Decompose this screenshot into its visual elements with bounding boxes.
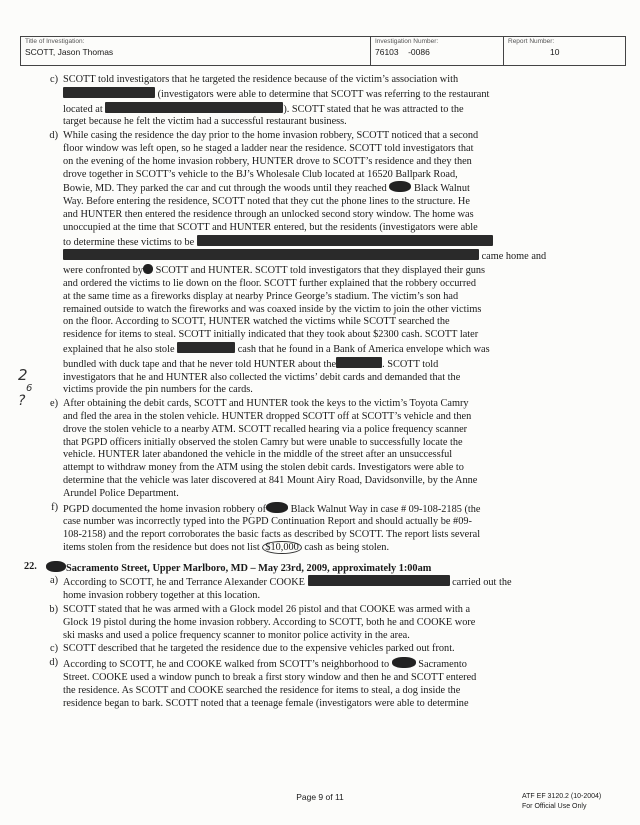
redaction (63, 87, 155, 98)
paragraph-e: e) After obtaining the debit cards, SCOTT and HUNTER took the keys to the victim’s Toyota Camry and fled the area in the stolen vehicle. HUNTER dropped SCOTT off at SCOTT’s vehicle and then drove the stolen vehicle to a nearby ATM. SCOTT recalled hearing via a police frequency scanner that PGPD officers initially observed the stolen Camry but were unable to successfully locate the vehicle. HUNTER later abandoned the vehicle in the middle of the street after an unsuccessful attempt to withdraw money from the ATM using the stolen debit cards. Investigators were able to determine that the vehicle was later discovered at 841 Mount Airy Road, Davidsonville, by the Anne Arundel Police Department. (50, 398, 478, 499)
redaction (143, 264, 153, 274)
header-table (20, 36, 626, 66)
redaction (46, 561, 66, 572)
handwritten-mark: ? (18, 393, 26, 409)
section-22-heading: 22. Sacramento Street, Upper Marlboro, MD – May 23rd, 2009, approximately 1:00am (24, 560, 432, 574)
title-value: SCOTT, Jason Thomas (25, 47, 114, 57)
redaction (392, 657, 416, 668)
handwritten-mark: 6 (26, 383, 33, 394)
circled-amount: $10,000 (262, 541, 301, 554)
redaction (197, 235, 493, 246)
redaction (177, 342, 235, 353)
investigation-number-value: 76103 -0086 (375, 47, 430, 57)
paragraph-22a: a) According to SCOTT, he and Terrance Alexander COOKE carried out the home invasion robbery together at this location. (50, 575, 512, 602)
redaction (266, 502, 288, 513)
paragraph-d: d) While casing the residence the day prior to the home invasion robbery, SCOTT noticed that a second floor window was left open, so he staged a ladder near the residence. SCOTT told investigators that on the evening of the home invasion robbery, HUNTER drove to SCOTT’s residence and they then drove together in SCOTT’s vehicle to the BJ’s Wholesale Club located at 16520 Ballpark Road, Bowie, MD. They parked the car and cut through the woods until they reached Black Walnut Way. Before entering the residence, SCOTT noted that they cut the phone lines to the structure. He and HUNTER then entered the residence through an unlocked second story window. The home was unoccupied at the time that SCOTT and HUNTER entered, but the residents (investigators were able to determine these victims to be came home and were confronted by SCOTT and HUNTER. SCOTT told investigators that they displayed their guns and ordered the victims to lie down on the floor. SCOTT further explained that the robbery occurred at the same time as a fireworks display at nearby Prince George’s stadium. The victim’s son had remained outside to watch the fireworks and was coaxed inside by the victim to join the other victims on the floor. According to SCOTT, HUNTER watched the victims while SCOTT searched the residence for items to steal. SCOTT initially indicated that they took about $2300 cash. SCOTT later explained that he also stole cash that he found in a Bank of America envelope which was bundled with duck tape and that he never told HUNTER about the . SCOTT told investigators that he and HUNTER also collected the victims’ debit cards and demanded that the victims provide the pin numbers for the cards. (49, 130, 547, 396)
paragraph-f: f) PGPD documented the home invasion robbery of Black Walnut Way in case # 09-108-2185 (the case number was incorrectly typed into the PGPD Continuation Report and should actually be #09- 108-2158) and the report corroborates the basic facts as described by SCOTT. The report lists several items stolen from the residence but does not list $10,000 cash as being stolen. (51, 501, 481, 553)
title-label: Title of Investigation: (25, 38, 85, 45)
report-number-value: 10 (550, 47, 560, 57)
redaction (308, 575, 450, 586)
paragraph-22d: d) According to SCOTT, he and COOKE walked from SCOTT’s neighborhood to Sacramento Street. COOKE used a window punch to break a first story window and then he and SCOTT entered the residence. As SCOTT and COOKE searched the residence for items to steal, a dog inside the residence began to bark. SCOTT noted that a teenage female (investigators were able to determine (49, 657, 477, 709)
investigation-number-cell (371, 37, 504, 65)
title-cell (21, 37, 371, 65)
handwritten-mark: 2 (18, 366, 28, 384)
redaction (63, 249, 479, 260)
report-body (24, 74, 619, 711)
redaction (389, 181, 411, 192)
redaction (105, 102, 283, 113)
redaction (336, 357, 382, 368)
report-number-label: Report Number: (508, 38, 555, 45)
report-number-cell (504, 37, 625, 65)
paragraph-22c: c) SCOTT described that he targeted the residence due to the expensive vehicles parked out front. (50, 643, 455, 655)
investigation-number-label: Investigation Number: (375, 38, 439, 45)
paragraph-22b: b) SCOTT stated that he was armed with a Glock model 26 pistol and that COOKE was armed with a Glock 19 pistol during the home invasion robbery. According to SCOTT, both he and COOKE wore ski masks and used a police frequency scanner to monitor police activity in the area. (49, 604, 476, 641)
section-22-title: Sacramento Street, Upper Marlboro, MD – May 23rd, 2009, approximately 1:00am (66, 562, 432, 574)
paragraph-c: c) SCOTT told investigators that he targeted the residence because of the victim’s association with (investigators were able to determine that SCOTT was referring to the restaurant located at ). SCOTT stated that he was attracted to the target because he felt the victim had a successful restaurant business. (50, 74, 490, 128)
page-number: Page 9 of 11 (296, 792, 344, 802)
form-id: ATF EF 3120.2 (10-2004) For Official Use Only (522, 793, 602, 810)
